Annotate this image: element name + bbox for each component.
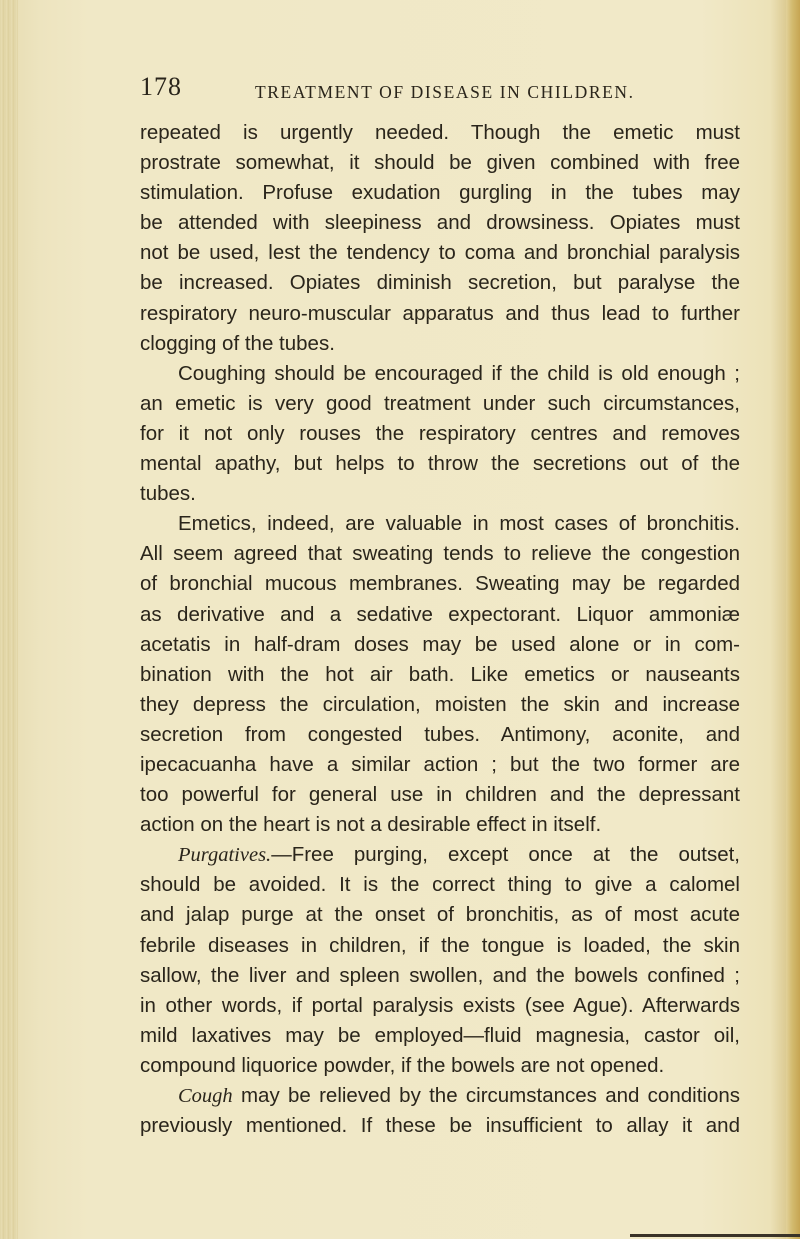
- text-line: sallow, the liver and spleen swollen, and the bowels confined ;: [140, 963, 740, 987]
- italic-heading: Cough: [178, 1085, 233, 1107]
- heading-continuation: —Free purging, except once at the outset,: [271, 843, 740, 867]
- text-line: All seem agreed that sweating tends to relieve the congestion: [140, 542, 740, 566]
- text-line: secretion from congested tubes. Antimony, aconite, and: [140, 722, 740, 746]
- text-line: Coughing should be encouraged if the child is old enough ;: [178, 361, 740, 385]
- running-head: [140, 72, 700, 106]
- text-line: an emetic is very good treatment under such circumstances,: [140, 391, 740, 415]
- text-line: mild laxatives may be employed—fluid magnesia, castor oil,: [140, 1023, 740, 1047]
- body-text: [140, 118, 740, 1141]
- text-line: respiratory neuro-muscular apparatus and thus lead to further: [140, 301, 740, 325]
- text-line: clogging of the tubes.: [140, 331, 335, 355]
- text-line: compound liquorice powder, if the bowels are not opened.: [140, 1053, 665, 1077]
- text-line: of bronchial mucous membranes. Sweating may be regarded: [140, 572, 740, 596]
- text-line: in other words, if portal paralysis exists (see Ague). Afterwards: [140, 993, 740, 1017]
- text-line: be attended with sleepiness and drowsiness. Opiates must: [140, 211, 740, 235]
- italic-heading: Purgatives.: [178, 844, 272, 867]
- text-line: and jalap purge at the onset of bronchitis, as of most acute: [140, 903, 740, 927]
- text-line: acetatis in half-dram doses may be used alone or in com-: [140, 632, 740, 656]
- text-line: repeated is urgently needed. Though the emetic must: [140, 121, 740, 144]
- text-line: tubes.: [140, 482, 196, 506]
- text-line: stimulation. Profuse exudation gurgling in the tubes may: [140, 181, 740, 205]
- text-line: action on the heart is not a desirable effect in itself.: [140, 813, 602, 837]
- text-line: mental apathy, but helps to throw the secretions out of the: [140, 452, 740, 476]
- text-line: not be used, lest the tendency to coma and bronchial paralysis: [140, 241, 740, 265]
- text-line: should be avoided. It is the correct thing to give a calomel: [140, 873, 740, 897]
- text-line: previously mentioned. If these be insufficient to allay it and: [140, 1114, 740, 1138]
- text-line: febrile diseases in children, if the tongue is loaded, the skin: [140, 933, 740, 957]
- text-line: ipecacuanha have a similar action ; but the two former are: [140, 752, 740, 776]
- text-line: Emetics, indeed, are valuable in most cases of bronchitis.: [178, 512, 740, 536]
- heading-continuation: may be relieved by the circumstances and conditions: [232, 1084, 740, 1107]
- page-number: 178: [140, 72, 182, 101]
- page-bottom-edge: [630, 1234, 800, 1237]
- text-line: as derivative and a sedative expectorant. Liquor ammoniæ: [140, 602, 740, 626]
- text-line: prostrate somewhat, it should be given combined with free: [140, 151, 740, 175]
- text-line: be increased. Opiates diminish secretion, but paralyse the: [140, 271, 740, 295]
- page-binding-edge: [0, 0, 18, 1239]
- text-line: they depress the circulation, moisten the skin and increase: [140, 692, 740, 716]
- text-line: for it not only rouses the respiratory centres and removes: [140, 421, 740, 445]
- text-line: bination with the hot air bath. Like emetics or nauseants: [140, 662, 740, 686]
- page-right-edge: [786, 0, 800, 1239]
- text-line: [140, 840, 740, 870]
- text-line: [140, 1081, 740, 1111]
- text-line: too powerful for general use in children and the depressant: [140, 783, 740, 807]
- running-title: TREATMENT OF DISEASE IN CHILDREN.: [255, 82, 635, 102]
